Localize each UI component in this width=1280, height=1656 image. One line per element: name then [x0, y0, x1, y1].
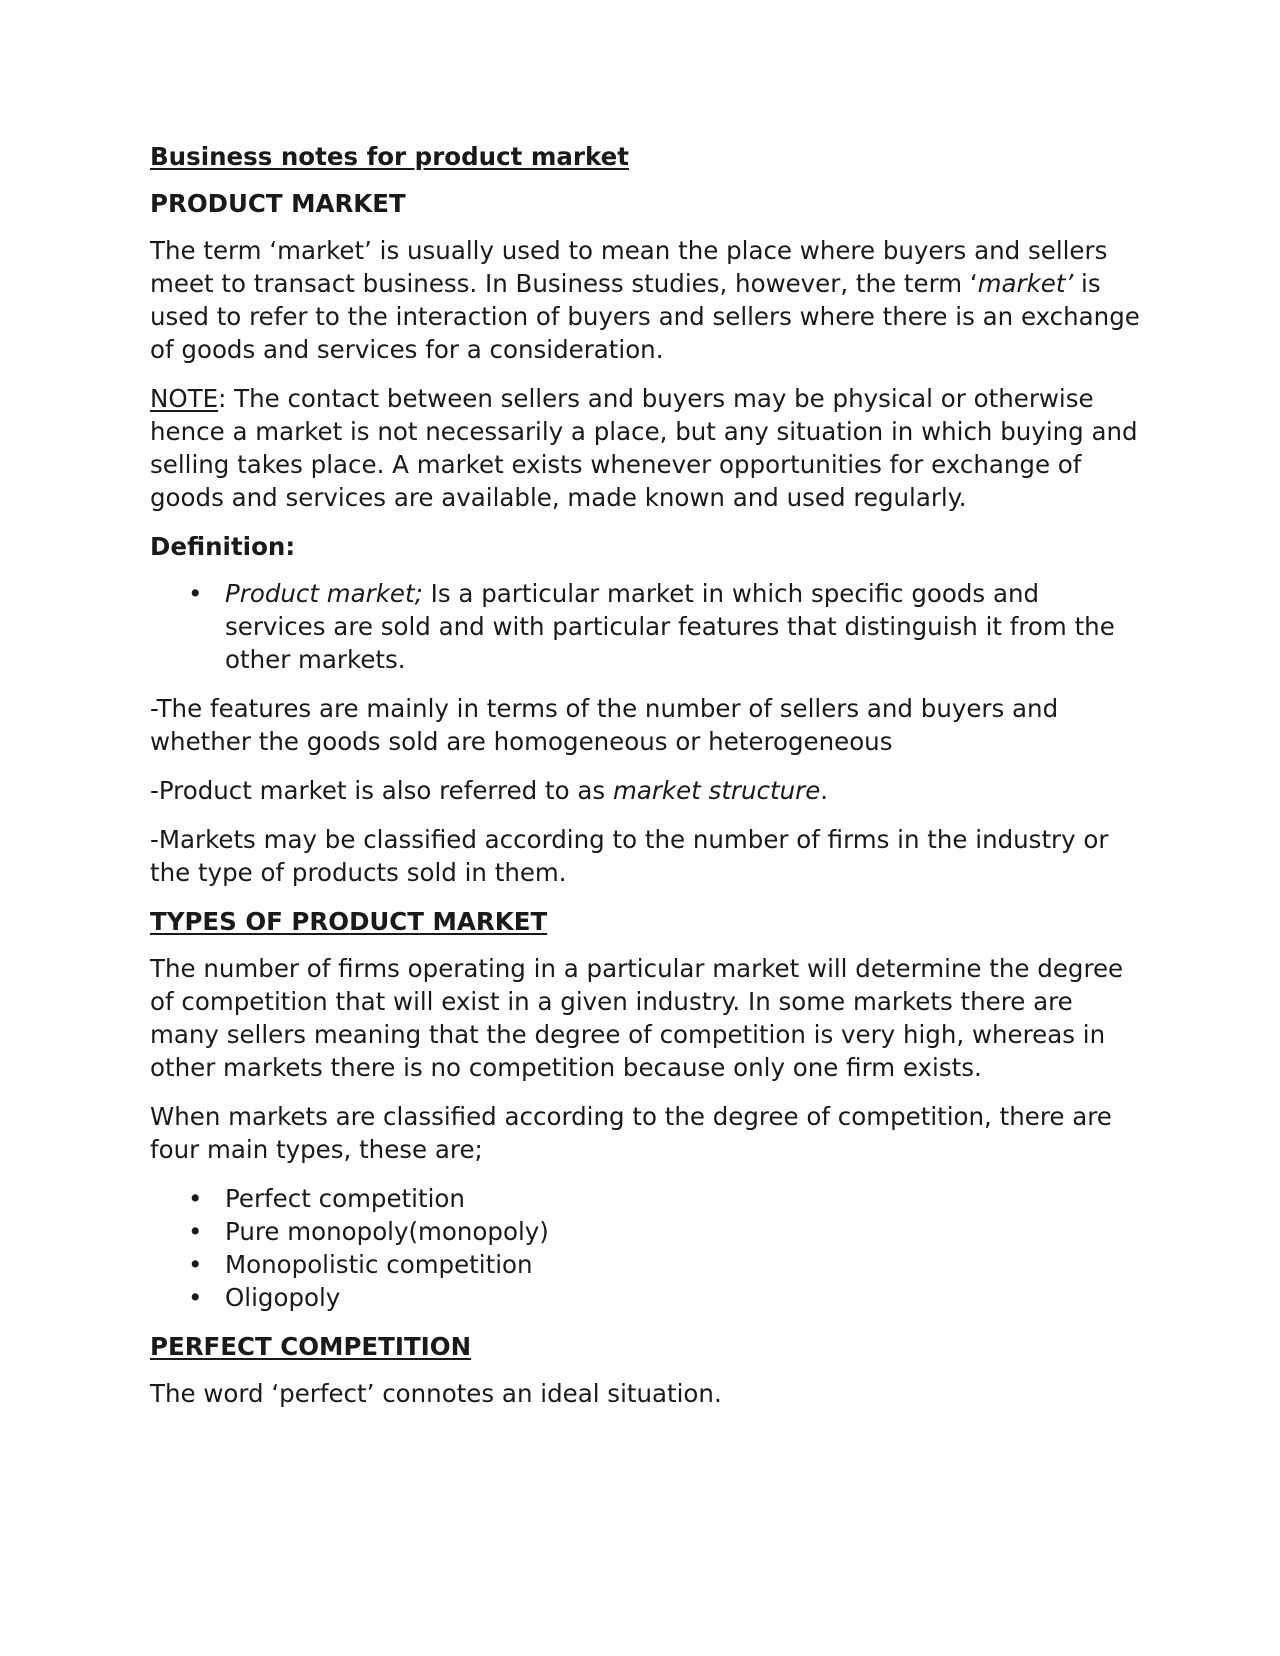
note-label: NOTE [150, 384, 219, 413]
intro-paragraph [150, 234, 1140, 366]
intro-text-1: The term ‘market’ is usually used to mean the place where buyers and sellers meet to transact business. In Business studies, however, the term ‘ [150, 236, 1108, 298]
definition-term: Product market; [225, 579, 423, 608]
intro-text-2: is used to refer to the interaction of buyers and sellers where there is an exchange of goods and services for a consideration. [150, 269, 1140, 364]
classification-paragraph: -Markets may be classified according to the number of firms in the industry or the type of products sold in them. [150, 825, 1109, 887]
bullet-icon: • [188, 1250, 203, 1279]
definition-heading: Definition: [150, 532, 296, 561]
structure-text-2: . [820, 776, 829, 805]
list-item [150, 1281, 1140, 1314]
type-item: Oligopoly [225, 1283, 341, 1312]
document-title: Business notes for product market [150, 142, 629, 171]
market-structure-paragraph [150, 774, 1140, 807]
bullet-icon: • [188, 1217, 203, 1246]
note-paragraph [150, 382, 1140, 514]
types-paragraph-1: The number of firms operating in a particular market will determine the degree of competition that will exist in a given industry. In some markets there are many sellers meaning that the degree of competition is very high, whereas in other markets there is no competition because only one firm exists. [150, 954, 1124, 1082]
structure-text-1: -Product market is also referred to as [150, 776, 613, 805]
types-list [150, 1182, 1140, 1314]
bullet-icon: • [188, 1184, 203, 1213]
bullet-icon: • [188, 1283, 203, 1312]
type-item: Pure monopoly(monopoly) [225, 1217, 549, 1246]
definition-text: Is a particular market in which specific goods and services are sold and with particular features that distinguish it from the other markets. [225, 579, 1115, 674]
document-body [150, 140, 1140, 1426]
types-heading: TYPES OF PRODUCT MARKET [150, 907, 548, 936]
type-item: Perfect competition [225, 1184, 465, 1213]
note-text: : The contact between sellers and buyers may be physical or otherwise hence a market is not necessarily a place, but any situation in which buying and selling takes place. A market exists whenever opportunities for exchange of goods and services are available, made known and used regularly. [150, 384, 1138, 512]
list-item [150, 1248, 1140, 1281]
list-item [150, 1215, 1140, 1248]
types-paragraph-2: When markets are classified according to the degree of competition, there are four main types, these are; [150, 1102, 1112, 1164]
perfect-competition-heading: PERFECT COMPETITION [150, 1332, 472, 1361]
list-item [150, 1182, 1140, 1215]
definition-list [150, 577, 1140, 676]
structure-italic: market structure [612, 776, 821, 805]
product-market-heading: PRODUCT MARKET [150, 189, 406, 218]
bullet-icon: • [188, 579, 203, 608]
type-item: Monopolistic competition [225, 1250, 533, 1279]
intro-italic-term: market’ [977, 269, 1074, 298]
list-item [150, 577, 1140, 676]
perfect-competition-text: The word ‘perfect’ connotes an ideal situation. [150, 1379, 722, 1408]
features-paragraph: -The features are mainly in terms of the number of sellers and buyers and whether the goods sold are homogeneous or heterogeneous [150, 694, 1059, 756]
